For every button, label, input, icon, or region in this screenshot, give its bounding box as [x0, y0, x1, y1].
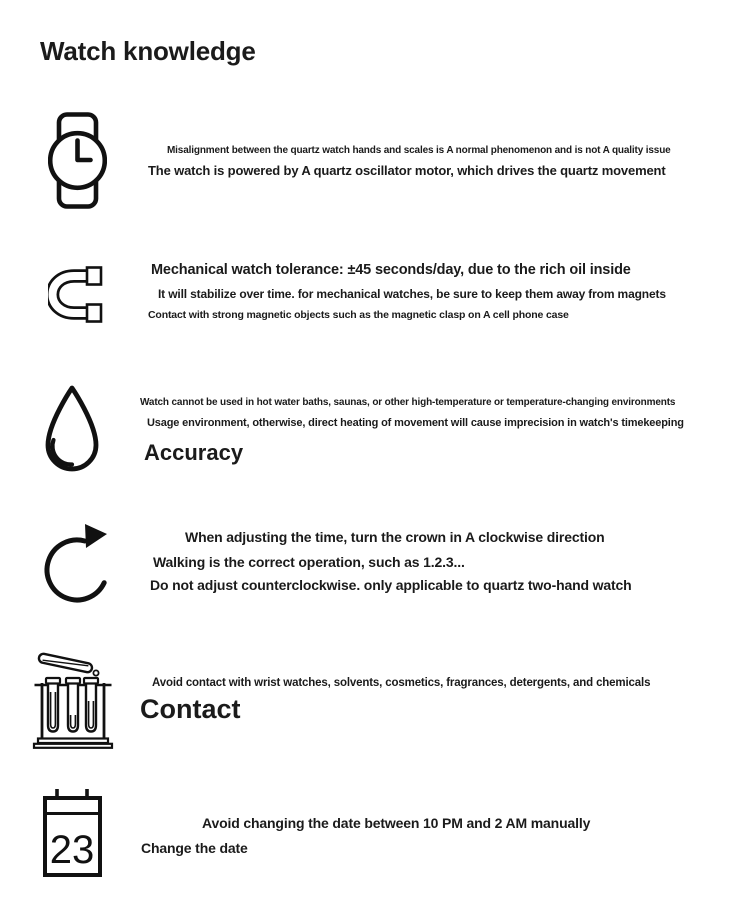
water-drop-icon: [39, 384, 105, 481]
walking-operation-note: Walking is the correct operation, such as 1.2.3...: [153, 554, 465, 570]
calendar-icon: [42, 788, 103, 879]
magnet-warning-note: It will stabilize over time. for mechanical watches, be sure to keep them away from magnets: [158, 287, 666, 301]
test-tubes-icon: [32, 645, 114, 749]
counterclockwise-warning-note: Do not adjust counterclockwise. only applicable to quartz two-hand watch: [150, 577, 632, 593]
wristwatch-icon: [48, 112, 107, 209]
tolerance-heading: Mechanical watch tolerance: ±45 seconds/day, due to the rich oil inside: [151, 262, 631, 278]
accuracy-heading: Accuracy: [144, 440, 244, 465]
chemical-contact-note: Avoid contact with wrist watches, solvents, cosmetics, fragrances, detergents, and chemicals: [152, 677, 651, 689]
quartz-misalignment-note: Misalignment between the quartz watch hands and scales is A normal phenomenon and is not A quality issue: [167, 145, 671, 156]
crown-clockwise-note: When adjusting the time, turn the crown in A clockwise direction: [185, 529, 605, 545]
magnetic-objects-note: Contact with strong magnetic objects such as the magnetic clasp on A cell phone case: [148, 309, 569, 321]
usage-environment-note: Usage environment, otherwise, direct heating of movement will cause imprecision in watch's timekeeping: [147, 417, 684, 429]
change-date-heading: Change the date: [141, 840, 248, 856]
hot-water-warning-note: Watch cannot be used in hot water baths, saunas, or other high-temperature or temperature-changing environments: [140, 397, 676, 408]
quartz-movement-note: The watch is powered by A quartz oscillator motor, which drives the quartz movement: [148, 163, 666, 178]
page-title: Watch knowledge: [40, 36, 256, 66]
contact-heading: Contact: [140, 694, 241, 724]
rotate-clockwise-icon: [41, 521, 113, 605]
date-change-warning-note: Avoid changing the date between 10 PM and 2 AM manually: [202, 815, 591, 831]
magnet-icon: [48, 266, 103, 323]
calendar-day-number: 23: [49, 828, 95, 872]
